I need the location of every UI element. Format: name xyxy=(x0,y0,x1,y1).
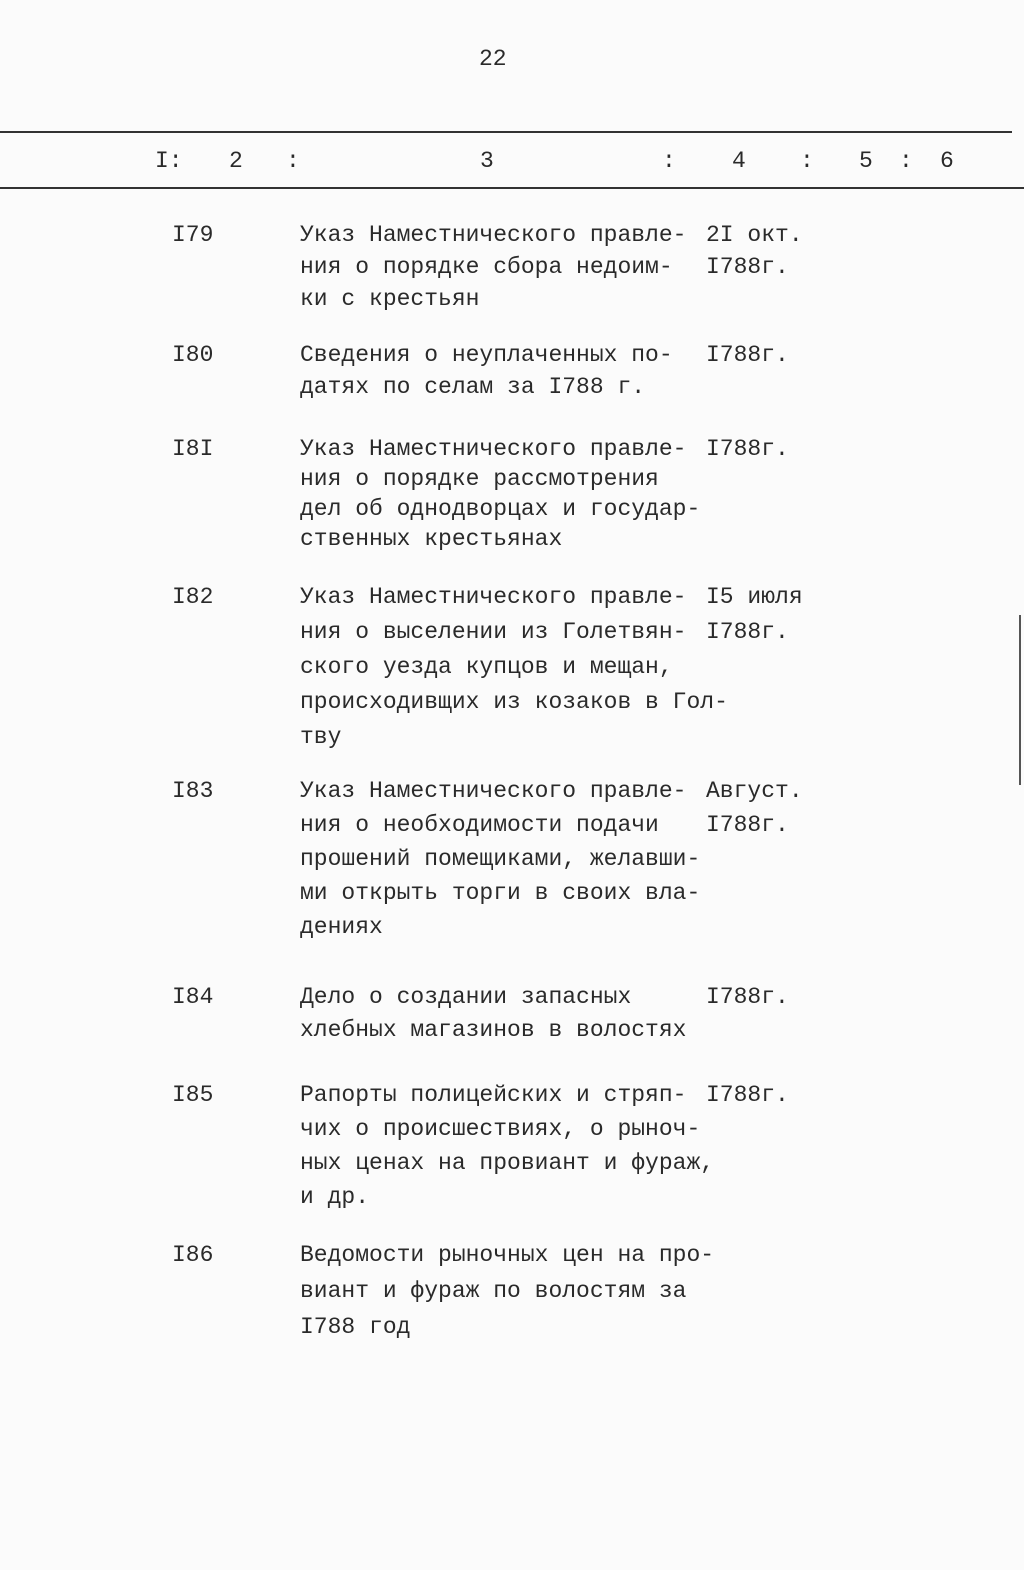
description-line: Указ Наместнического правле- xyxy=(300,436,687,462)
entry-date xyxy=(706,580,803,650)
date-line: Август. xyxy=(706,778,803,804)
entry-number: I84 xyxy=(172,984,214,1010)
description-line: ния о выселении из Голетвян- xyxy=(300,619,687,645)
date-line: I788г. xyxy=(706,436,789,462)
description-line: хлебных магазинов в волостях xyxy=(300,1017,687,1043)
description-line: I788 год xyxy=(300,1314,411,1340)
entry-date xyxy=(706,339,789,371)
description-line: ки с крестьян xyxy=(300,286,480,312)
description-line: Ведомости рыночных цен на про- xyxy=(300,1242,715,1268)
entry-number: I86 xyxy=(172,1242,214,1268)
description-line: ния о порядке сбора недоим- xyxy=(300,254,673,280)
entry-date xyxy=(706,774,803,842)
date-line: I788г. xyxy=(706,984,789,1010)
date-line: I788г. xyxy=(706,1082,789,1108)
entry-number: I85 xyxy=(172,1082,214,1108)
entry-description xyxy=(300,219,686,315)
description-line: происходивщих из козаков в Гол- xyxy=(300,689,728,715)
description-line: ми открыть торги в своих вла- xyxy=(300,880,701,906)
header-top-rule xyxy=(0,131,1012,133)
description-line: Рапорты полицейских и стряп- xyxy=(300,1082,687,1108)
column-header-3: 3 xyxy=(480,148,494,174)
header-bottom-rule xyxy=(0,187,1024,189)
column-separator: : xyxy=(286,148,300,174)
entry-description xyxy=(300,580,728,755)
description-line: датях по селам за I788 г. xyxy=(300,374,646,400)
column-separator: : xyxy=(899,148,913,174)
description-line: и др. xyxy=(300,1184,370,1210)
entry-number: I82 xyxy=(172,584,214,610)
date-line: 2I окт. xyxy=(706,222,803,248)
description-line: дениях xyxy=(300,914,383,940)
description-line: ния о необходимости подачи xyxy=(300,812,659,838)
entry-description xyxy=(300,1078,714,1214)
description-line: Дело о создании запасных xyxy=(300,984,632,1010)
description-line: ственных крестьянах xyxy=(300,526,563,552)
description-line: чих о происшествиях, о рыноч- xyxy=(300,1116,701,1142)
entry-date xyxy=(706,434,789,464)
description-line: Указ Наместнического правле- xyxy=(300,584,687,610)
entry-number: I8I xyxy=(172,436,214,462)
description-line: Указ Наместнического правле- xyxy=(300,222,687,248)
description-line: тву xyxy=(300,724,342,750)
entry-date xyxy=(706,1078,789,1112)
description-line: дел об однодворцах и государ- xyxy=(300,496,701,522)
column-header-1: I: xyxy=(155,148,183,174)
description-line: прошений помещиками, желавши- xyxy=(300,846,701,872)
entry-number: I80 xyxy=(172,342,214,368)
entry-description xyxy=(300,1237,714,1345)
entry-description xyxy=(300,774,700,944)
entry-date xyxy=(706,219,803,283)
page-number: 22 xyxy=(479,46,507,72)
date-line: I788г. xyxy=(706,812,789,838)
description-line: Сведения о неуплаченных по- xyxy=(300,342,673,368)
date-line: I788г. xyxy=(706,619,789,645)
date-line: I788г. xyxy=(706,342,789,368)
column-header-5: 5 xyxy=(859,148,873,174)
date-line: I788г. xyxy=(706,254,789,280)
entry-number: I83 xyxy=(172,778,214,804)
description-line: ского уезда купцов и мещан, xyxy=(300,654,673,680)
entry-number: I79 xyxy=(172,222,214,248)
entry-description xyxy=(300,981,686,1047)
column-header-4: 4 xyxy=(732,148,746,174)
column-header-2: 2 xyxy=(229,148,243,174)
column-separator: : xyxy=(662,148,676,174)
entry-description xyxy=(300,339,673,403)
description-line: виант и фураж по волостям за xyxy=(300,1278,687,1304)
column-separator: : xyxy=(800,148,814,174)
description-line: ных ценах на провиант и фураж, xyxy=(300,1150,715,1176)
description-line: ния о порядке рассмотрения xyxy=(300,466,659,492)
date-line: I5 июля xyxy=(706,584,803,610)
description-line: Указ Наместнического правле- xyxy=(300,778,687,804)
page-edge-mark xyxy=(1019,615,1021,785)
column-header-6: 6 xyxy=(940,148,954,174)
entry-date xyxy=(706,981,789,1014)
entry-description xyxy=(300,434,700,554)
